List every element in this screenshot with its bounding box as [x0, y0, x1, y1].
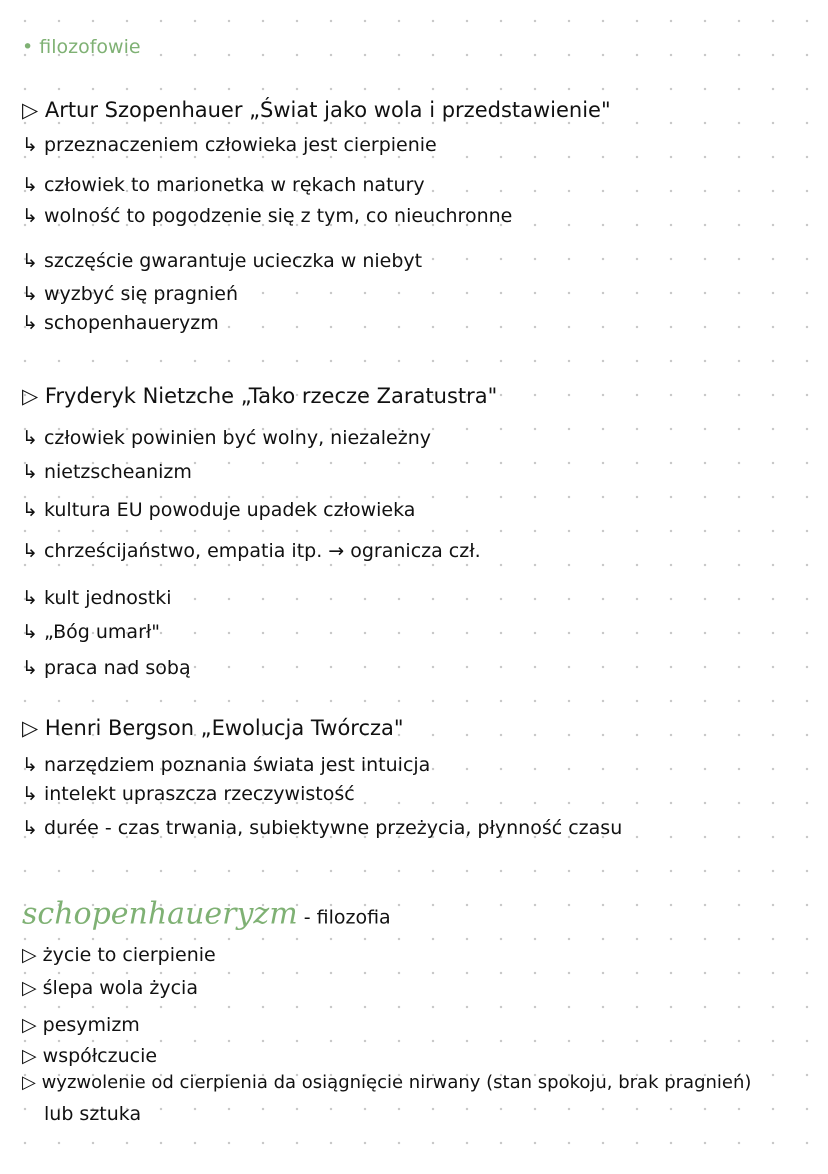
list-item: ▷ wyzwolenie od cierpienia da osiągnięcie nirwany (stan spokoju, brak pragnień) [22, 1072, 752, 1093]
summary-suffix: - filozofia [297, 906, 391, 929]
list-item: ↳ intelekt upraszcza rzeczywistość [22, 783, 355, 805]
list-item: ▷ pesymizm [22, 1014, 140, 1036]
list-item-continuation: lub sztuka [44, 1103, 142, 1125]
list-item: ↳ schopenhaueryzm [22, 312, 219, 334]
list-item: ↳ „Bóg umarł" [22, 621, 161, 643]
list-item: ▷ życie to cierpienie [22, 944, 216, 966]
section-heading-nietzsche: ▷ Fryderyk Nietzche „Tako rzecze Zaratustra" [22, 384, 498, 408]
list-item: ↳ człowiek to marionetka w rękach natury [22, 174, 425, 196]
list-item: ↳ nietzscheanizm [22, 461, 192, 483]
list-item: ↳ szczęście gwarantuje ucieczka w niebyt [22, 250, 423, 272]
section-heading-schopenhauer: ▷ Artur Szopenhauer „Świat jako wola i przedstawienie" [22, 98, 611, 122]
list-item: ↳ kult jednostki [22, 587, 172, 609]
list-item: ↳ kultura EU powoduje upadek człowieka [22, 499, 416, 521]
list-item: ↳ przeznaczeniem człowieka jest cierpienie [22, 134, 437, 156]
list-item: ↳ wolność to pogodzenie się z tym, co nieuchronne [22, 205, 513, 227]
list-item: ↳ durée - czas trwania, subiektywne przeżycia, płynność czasu [22, 817, 623, 839]
list-item: ▷ ślepa wola życia [22, 977, 198, 999]
list-item: ▷ współczucie [22, 1045, 158, 1067]
summary-term: schopenhaueryzm [22, 896, 298, 932]
list-item: ↳ praca nad sobą [22, 657, 191, 679]
list-item: ↳ chrześcijaństwo, empatia itp. → ogranicza czł. [22, 540, 481, 562]
list-item: ↳ wyzbyć się pragnień [22, 283, 239, 305]
list-item: ↳ człowiek powinien być wolny, niezależny [22, 427, 432, 449]
section-heading-bergson: ▷ Henri Bergson „Ewolucja Twórcza" [22, 716, 404, 740]
list-item: ↳ narzędziem poznania świata jest intuicja [22, 754, 431, 776]
summary-heading [22, 896, 391, 932]
page-title: • filozofowie [22, 36, 141, 58]
